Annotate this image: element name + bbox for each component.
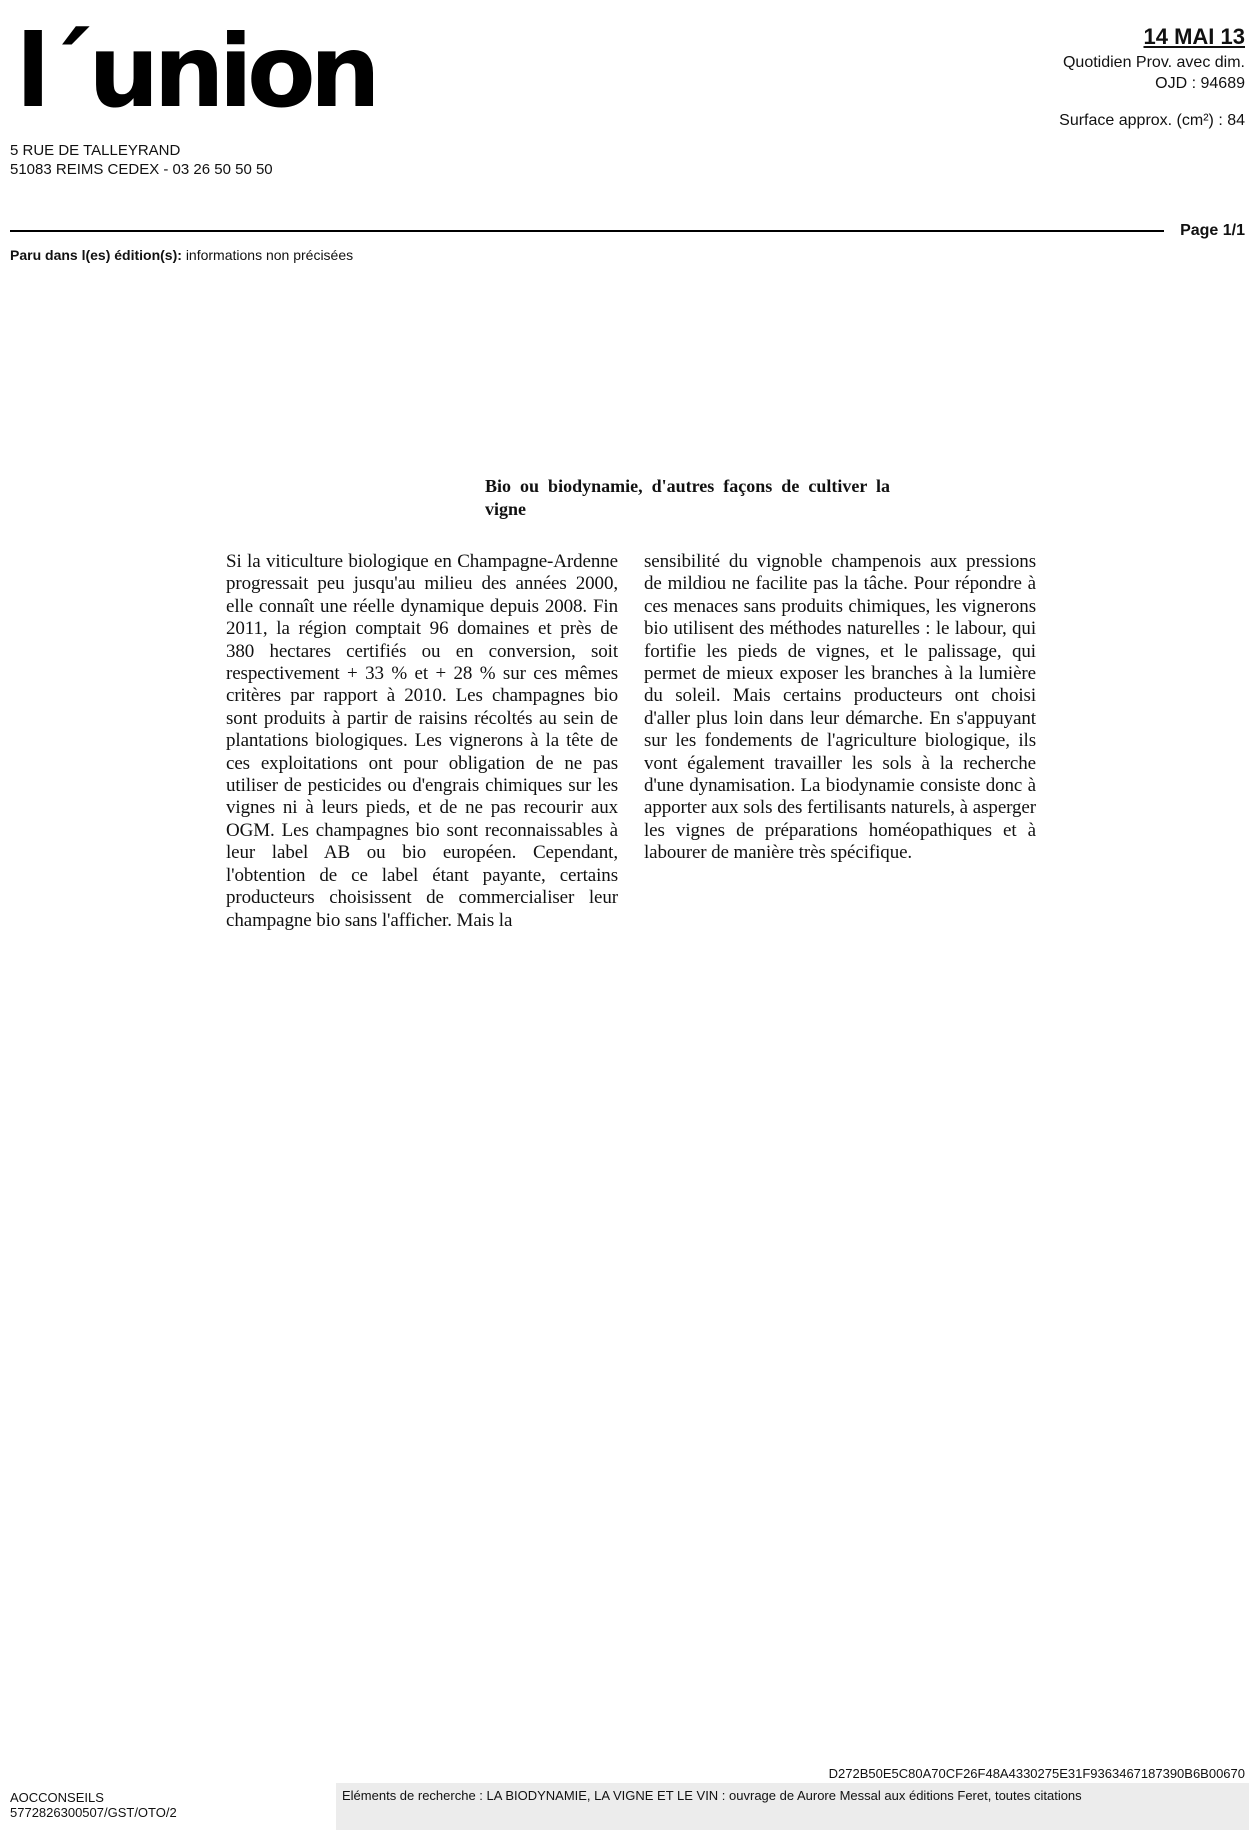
edition-value: informations non précisées xyxy=(185,247,354,263)
article-title: Bio ou biodynamie, d'autres façons de cultiver la vigne xyxy=(485,476,890,519)
ojd-circulation: OJD : 94689 xyxy=(1155,75,1245,92)
article-column-2: sensibilité du vignoble champenois aux pressions de mildiou ne facilite pas la tâche. Pour répondre à ces menaces sans produits chimiques, les vignerons bio utilisent des méthodes naturelles : le labour, qui fortifie les pieds de vignes, et le palissage, qui permet de mieux exposer les branches à la lumière du soleil. Mais certains producteurs ont choisi d'aller plus loin dans leur démarche. En s'appuyant sur les fondements de l'agriculture biologique, ils vont également travailler les sols à la recherche d'une dynamisation. La biodynamie consiste donc à apporter aux sols des fertilisants naturels, à asperger les vignes de préparations homéopathiques et à labourer de manière très spécifique. xyxy=(644,551,1036,864)
publication-type: Quotidien Prov. avec dim. xyxy=(1062,54,1245,71)
search-elements-box xyxy=(336,1783,1249,1830)
client-info xyxy=(10,1790,177,1820)
header-divider xyxy=(10,230,1164,232)
article-column-1: Si la viticulture biologique en Champagne-Ardenne progressait peu jusqu'au milieu des années 2000, elle connaît une réelle dynamique depuis 2008. Fin 2011, la région comptait 96 domaines et près de 380 hectares certifiés ou en conversion, soit respectivement + 33 % et + 28 % sur ces mêmes critères par rapport à 2010. Les champagnes bio sont produits à partir de raisins récoltés au sein de plantations biologiques. Les vignerons à la tête de ces exploitations ont pour obligation de ne pas utiliser de pesticides ou d'engrais chimiques sur les vignes ni à leurs pieds, et de ne pas recourir aux OGM. Les champagnes bio sont reconnaissables à leur label AB ou bio européen. Cependant, l'obtention de ce label étant payante, certains producteurs choisissent de commercialiser leur champagne bio sans l'afficher. Mais la xyxy=(226,551,618,931)
client-name: AOCCONSEILS xyxy=(10,1790,104,1805)
client-reference: 5772826300507/GST/OTO/2 xyxy=(10,1805,177,1820)
surface-area: Surface approx. (cm²) : 84 xyxy=(1059,112,1245,129)
edition-info xyxy=(10,247,353,263)
address-line-2: 51083 REIMS CEDEX - 03 26 50 50 50 xyxy=(10,161,273,178)
address-line-1: 5 RUE DE TALLEYRAND xyxy=(10,142,181,159)
publisher-address xyxy=(10,141,273,179)
document-hash: D272B50E5C80A70CF26F48A4330275E31F9363467187390B6B00670 xyxy=(828,1766,1245,1781)
newspaper-logo: l´union xyxy=(16,13,375,130)
publication-date: 14 MAI 13 xyxy=(1143,24,1245,49)
edition-label: Paru dans l(es) édition(s): xyxy=(10,247,182,263)
search-elements-text: Eléments de recherche : LA BIODYNAMIE, LA VIGNE ET LE VIN : ouvrage de Aurore Messal aux éditions Feret, toutes citations xyxy=(342,1788,1082,1803)
page-number: Page 1/1 xyxy=(1180,222,1245,239)
